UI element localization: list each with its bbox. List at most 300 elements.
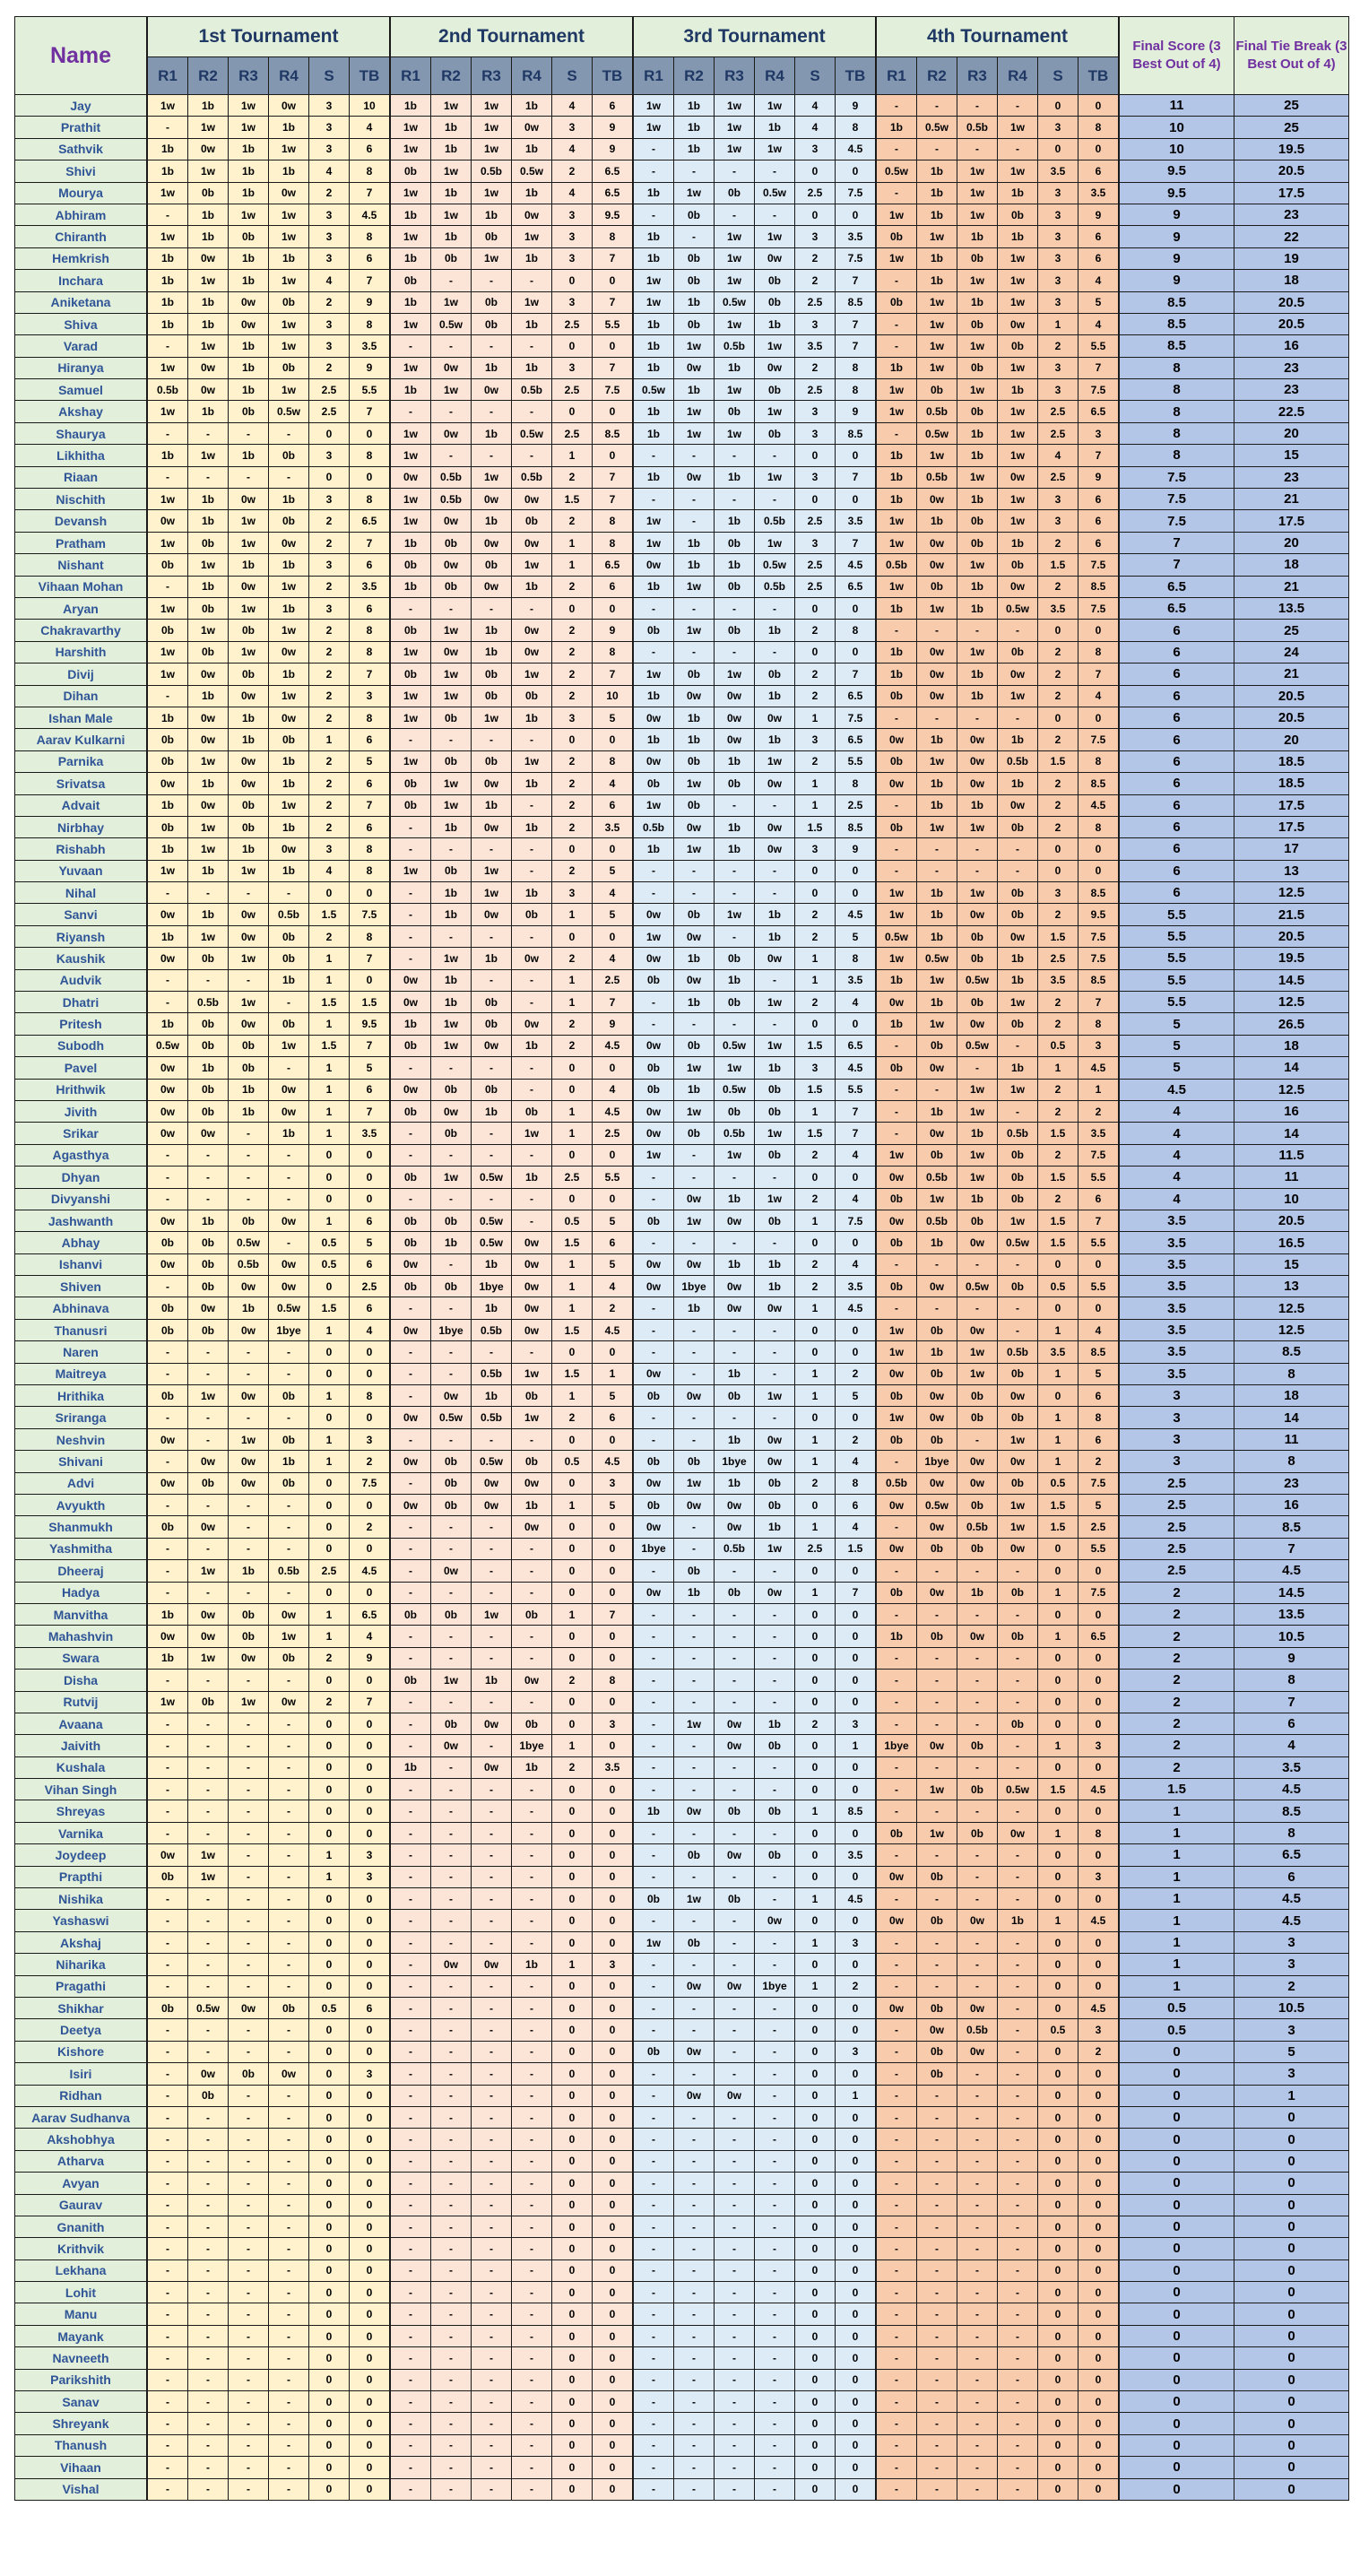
t2-score-cell: 0 xyxy=(552,2194,593,2216)
t1-r4-cell: - xyxy=(269,1363,309,1384)
t3-r1-cell: 0w xyxy=(633,1516,674,1538)
t3-r3-cell: - xyxy=(715,445,755,466)
t3-score-cell: 3 xyxy=(795,729,836,750)
t3-r2-cell: 0b xyxy=(674,664,715,685)
t1-r2-cell: 0w xyxy=(188,1626,229,1647)
t2-r4-cell: - xyxy=(512,2457,552,2478)
t1-r4-cell: 0b xyxy=(269,357,309,378)
t4-r1-cell: - xyxy=(876,138,917,160)
t1-r2-cell: 1w xyxy=(188,750,229,772)
t2-r1-cell: - xyxy=(390,904,431,925)
player-name: Ishanvi xyxy=(15,1253,148,1275)
table-row xyxy=(15,1253,1349,1275)
player-name: Thanush xyxy=(15,2434,148,2456)
tournament-3-header: 3rd Tournament xyxy=(633,17,876,57)
t3-r3-cell: 1b xyxy=(715,357,755,378)
t2-score-cell: 0 xyxy=(552,1472,593,1494)
t1-score-cell: 2 xyxy=(309,641,350,663)
t2-tb-header: TB xyxy=(593,57,634,95)
player-name: Maitreya xyxy=(15,1363,148,1384)
player-name: Pratham xyxy=(15,532,148,553)
t3-r2-cell: 0w xyxy=(674,466,715,488)
player-name: Kishore xyxy=(15,2041,148,2062)
t1-r3-cell: 1b xyxy=(229,357,269,378)
t3-r2-cell: 0w xyxy=(674,925,715,947)
player-name: Hiranya xyxy=(15,357,148,378)
final-score-cell: 2 xyxy=(1119,1626,1234,1647)
t1-r4-cell: 1b xyxy=(269,969,309,991)
t2-r1-cell: - xyxy=(390,1888,431,1910)
t1-score-cell: 0 xyxy=(309,1954,350,1975)
t3-r1-cell: - xyxy=(633,2457,674,2478)
t4-score-cell: 2 xyxy=(1038,1100,1078,1122)
t4-score-cell: 2.5 xyxy=(1038,422,1078,444)
table-row xyxy=(15,1582,1349,1603)
t3-r4-cell: 0w xyxy=(755,357,795,378)
t1-score-cell: 0 xyxy=(309,2041,350,2062)
t2-score-cell: 2 xyxy=(552,1013,593,1035)
t4-r1-cell: - xyxy=(876,2478,917,2500)
t4-r2-cell: 1w xyxy=(917,1188,957,1210)
final-score-cell: 1.5 xyxy=(1119,1779,1234,1800)
player-name: Lekhana xyxy=(15,2259,148,2281)
t2-score-cell: 2 xyxy=(552,1407,593,1428)
t2-score-cell: 2 xyxy=(552,816,593,837)
t1-r3-cell: 0b xyxy=(229,1035,269,1056)
t4-tiebreak-cell: 6 xyxy=(1078,226,1120,247)
t1-r1-cell: 1b xyxy=(147,270,188,291)
t1-tiebreak-cell: 8 xyxy=(350,838,391,860)
t4-r2-cell: 0b xyxy=(917,1626,957,1647)
t1-r3-cell: 0b xyxy=(229,401,269,422)
t2-r3-cell: 1b xyxy=(472,422,512,444)
final-score-cell: 0 xyxy=(1119,2413,1234,2434)
t4-r4-cell: - xyxy=(998,1888,1038,1910)
t2-r4-cell: - xyxy=(512,992,552,1013)
t2-r3-cell: - xyxy=(472,1800,512,1822)
table-row xyxy=(15,95,1349,117)
t1-score-cell: 1 xyxy=(309,1451,350,1472)
t2-tiebreak-cell: 0 xyxy=(593,1779,634,1800)
t2-r1-cell: - xyxy=(390,1910,431,1931)
t2-r3-cell: - xyxy=(472,1123,512,1144)
t3-r1-cell: - xyxy=(633,992,674,1013)
t2-r3-cell: - xyxy=(472,2303,512,2325)
t1-score-cell: 3 xyxy=(309,489,350,510)
t1-r1-cell: 0w xyxy=(147,1210,188,1231)
t2-r4-cell: - xyxy=(512,1560,552,1582)
table-row xyxy=(15,2347,1349,2369)
player-name: Samuel xyxy=(15,379,148,401)
t1-score-cell: 2.5 xyxy=(309,401,350,422)
t1-r4-cell: - xyxy=(269,1713,309,1734)
t1-r2-cell: 0b xyxy=(188,1035,229,1056)
t3-r3-cell: 1w xyxy=(715,138,755,160)
t2-score-cell: 1 xyxy=(552,969,593,991)
t2-score-cell: 0 xyxy=(552,1516,593,1538)
t1-r1-cell: 0w xyxy=(147,1079,188,1100)
t3-r4-cell: 1w xyxy=(755,138,795,160)
t3-r2-cell: 0w xyxy=(674,2085,715,2106)
t3-r2-cell: 0b xyxy=(674,270,715,291)
t4-r4-cell: 0b xyxy=(998,1188,1038,1210)
t1-r3-cell: 0w xyxy=(229,1319,269,1340)
t1-score-cell: 1 xyxy=(309,1844,350,1866)
t1-r3-cell: - xyxy=(229,2238,269,2259)
t4-r3-cell: - xyxy=(957,860,998,881)
t4-r3-cell: 0b xyxy=(957,313,998,334)
t3-tiebreak-cell: 0 xyxy=(836,1013,877,1035)
t4-tiebreak-cell: 0 xyxy=(1078,2238,1120,2259)
t2-r3-cell: - xyxy=(472,2369,512,2390)
table-row xyxy=(15,117,1349,138)
t2-r2-cell: - xyxy=(431,838,472,860)
t1-r4-cell: - xyxy=(269,2325,309,2346)
t4-r4-cell: - xyxy=(998,2369,1038,2390)
player-name: Atharva xyxy=(15,2150,148,2172)
t3-r1-cell: 0b xyxy=(633,2041,674,2062)
t3-r1-cell: - xyxy=(633,2282,674,2303)
t1-r3-cell: 0w xyxy=(229,291,269,313)
t2-r4-cell: 1b xyxy=(512,1167,552,1188)
t4-tiebreak-cell: 0 xyxy=(1078,2413,1120,2434)
t4-r4-cell: - xyxy=(998,1603,1038,1625)
t2-r3-cell: 1b xyxy=(472,1297,512,1319)
t2-r1-cell: 0w xyxy=(390,1495,431,1516)
t2-r4-cell: - xyxy=(512,860,552,881)
t3-tiebreak-cell: 0 xyxy=(836,597,877,619)
t3-tiebreak-cell: 4.5 xyxy=(836,904,877,925)
t4-tiebreak-cell: 0 xyxy=(1078,2085,1120,2106)
t4-r2-cell: 1b xyxy=(917,794,957,816)
player-name: Avyukth xyxy=(15,1495,148,1516)
t3-r3-cell: 1b xyxy=(715,750,755,772)
t2-score-cell: 3 xyxy=(552,117,593,138)
player-name: Avaana xyxy=(15,1713,148,1734)
table-row xyxy=(15,1297,1349,1319)
t1-r3-cell: - xyxy=(229,1167,269,1188)
t4-r2-cell: 0w xyxy=(917,1516,957,1538)
t1-r1-cell: 1b xyxy=(147,160,188,182)
t3-r3-cell: 1b xyxy=(715,1363,755,1384)
t2-r3-cell: - xyxy=(472,2085,512,2106)
t3-r3-cell: - xyxy=(715,1997,755,2018)
t4-r1-cell: 1b xyxy=(876,466,917,488)
t2-r3-cell: 1b xyxy=(472,794,512,816)
t4-r4-cell: - xyxy=(998,2085,1038,2106)
t2-r3-cell: 0.5w xyxy=(472,1167,512,1188)
t1-r3-cell: - xyxy=(229,1670,269,1691)
t4-score-cell: 0 xyxy=(1038,95,1078,117)
t1-r1-cell: 1b xyxy=(147,247,188,269)
t1-r4-cell: 1w xyxy=(269,270,309,291)
table-row xyxy=(15,904,1349,925)
t1-r1-cell: - xyxy=(147,2369,188,2390)
player-name: Disha xyxy=(15,1670,148,1691)
t3-score-cell: 1.5 xyxy=(795,1035,836,1056)
t1-r1-cell: - xyxy=(147,1822,188,1843)
t1-score-cell: 2 xyxy=(309,576,350,597)
t3-r4-cell: - xyxy=(755,969,795,991)
t2-r4-cell: 1b xyxy=(512,357,552,378)
t2-score-cell: 1.5 xyxy=(552,1232,593,1253)
t1-tiebreak-cell: 0 xyxy=(350,2282,391,2303)
t2-score-cell: 3 xyxy=(552,882,593,904)
t4-r2-cell: 0.5b xyxy=(917,1167,957,1188)
final-tiebreak-cell: 20.5 xyxy=(1234,685,1349,707)
t1-tiebreak-cell: 6.5 xyxy=(350,510,391,532)
t1-tiebreak-cell: 0 xyxy=(350,2106,391,2128)
t1-r2-cell: - xyxy=(188,2282,229,2303)
t2-tiebreak-cell: 6 xyxy=(593,1232,634,1253)
t3-r3-cell: 1w xyxy=(715,95,755,117)
t3-r1-cell: 1w xyxy=(633,794,674,816)
t4-r1-cell: - xyxy=(876,2391,917,2413)
t2-score-cell: 1 xyxy=(552,1276,593,1297)
t1-r1-cell: 1w xyxy=(147,489,188,510)
t2-r2-cell: 0b xyxy=(431,707,472,728)
t3-r2-cell: - xyxy=(674,641,715,663)
final-tiebreak-cell: 0 xyxy=(1234,2413,1349,2434)
t1-score-cell: 0 xyxy=(309,1276,350,1297)
t3-tiebreak-cell: 4.5 xyxy=(836,554,877,576)
t1-r4-cell: 1b xyxy=(269,117,309,138)
t3-r2-cell: - xyxy=(674,2413,715,2434)
t4-r4-cell: - xyxy=(998,1647,1038,1669)
t1-r4-cell: - xyxy=(269,1866,309,1887)
player-name: Prathit xyxy=(15,117,148,138)
t2-r4-cell: - xyxy=(512,2259,552,2281)
t3-tiebreak-cell: 4 xyxy=(836,992,877,1013)
t3-r1-cell: - xyxy=(633,2325,674,2346)
t4-r2-cell: 1w xyxy=(917,1779,957,1800)
t2-r2-cell: 1bye xyxy=(431,1319,472,1340)
table-row xyxy=(15,1385,1349,1407)
t1-r3-cell: 0b xyxy=(229,1057,269,1079)
t3-score-cell: 1 xyxy=(795,1428,836,1450)
t3-r4-cell: - xyxy=(755,1167,795,1188)
t1-r3-cell: - xyxy=(229,1866,269,1887)
t4-r3-cell: 0b xyxy=(957,1822,998,1843)
t4-r3-cell: 0w xyxy=(957,773,998,794)
t2-r4-cell: - xyxy=(512,1888,552,1910)
t2-r2-cell: 0.5w xyxy=(431,313,472,334)
t4-r1-cell: 0w xyxy=(876,729,917,750)
t2-r3-cell: 1b xyxy=(472,620,512,641)
t2-r1-cell: 0w xyxy=(390,1451,431,1472)
t4-r4-cell: 0b xyxy=(998,204,1038,225)
t4-score-cell: 1.5 xyxy=(1038,1232,1078,1253)
t4-r2-cell: - xyxy=(917,1603,957,1625)
t3-r1-cell: 0b xyxy=(633,969,674,991)
t1-r3-cell: 1w xyxy=(229,1691,269,1713)
t3-r2-cell: - xyxy=(674,2259,715,2281)
t3-tiebreak-cell: 4.5 xyxy=(836,1057,877,1079)
t2-r1-cell: - xyxy=(390,2063,431,2085)
t1-r4-cell: 1b xyxy=(269,750,309,772)
t2-score-cell: 3 xyxy=(552,226,593,247)
player-name: Shivani xyxy=(15,1451,148,1472)
t1-r1-cell: 0w xyxy=(147,1472,188,1494)
t2-r3-cell: 0w xyxy=(472,379,512,401)
t3-r1-cell: 0.5b xyxy=(633,816,674,837)
t4-tiebreak-cell: 1 xyxy=(1078,1079,1120,1100)
t3-tiebreak-cell: 8 xyxy=(836,117,877,138)
t2-r1-cell: 1b xyxy=(390,204,431,225)
table-row xyxy=(15,597,1349,619)
t4-r2-cell: - xyxy=(917,2391,957,2413)
table-row xyxy=(15,992,1349,1013)
table-row xyxy=(15,2478,1349,2500)
t2-tiebreak-cell: 0 xyxy=(593,1866,634,1887)
t2-score-cell: 0 xyxy=(552,1866,593,1887)
tournament-4-header: 4th Tournament xyxy=(876,17,1119,57)
player-name: Rutvij xyxy=(15,1691,148,1713)
t4-r2-cell: 1w xyxy=(917,969,957,991)
t4-score-cell: 0 xyxy=(1038,2347,1078,2369)
t3-tiebreak-cell: 0 xyxy=(836,2150,877,2172)
t2-score-cell: 0 xyxy=(552,1822,593,1843)
t3-r3-cell: 1b xyxy=(715,838,755,860)
t4-tiebreak-cell: 6 xyxy=(1078,489,1120,510)
t3-r4-cell: 0w xyxy=(755,247,795,269)
t4-tiebreak-cell: 0 xyxy=(1078,2478,1120,2500)
t4-tiebreak-cell: 7.5 xyxy=(1078,1582,1120,1603)
table-row xyxy=(15,1866,1349,1887)
t4-r4-cell: 1w xyxy=(998,685,1038,707)
t2-r4-cell: - xyxy=(512,2347,552,2369)
t2-r1-cell: - xyxy=(390,2303,431,2325)
t3-r3-cell: 0b xyxy=(715,1100,755,1122)
t3-r3-cell: 1w xyxy=(715,313,755,334)
final-tiebreak-cell: 0 xyxy=(1234,2457,1349,2478)
t4-r4-cell: - xyxy=(998,1997,1038,2018)
t2-r1-cell: - xyxy=(390,1428,431,1450)
t1-r2-cell: - xyxy=(188,2216,229,2237)
t2-score-cell: 2 xyxy=(552,948,593,969)
t3-score-cell: 0 xyxy=(795,597,836,619)
t3-score-cell: 1 xyxy=(795,794,836,816)
t4-r4-cell: - xyxy=(998,1560,1038,1582)
t4-r4-cell: 0b xyxy=(998,1626,1038,1647)
t4-r3-cell: - xyxy=(957,1844,998,1866)
t2-score-cell: 2 xyxy=(552,773,593,794)
t4-tiebreak-cell: 0 xyxy=(1078,860,1120,881)
t2-score-cell: 0 xyxy=(552,270,593,291)
t4-r4-cell: - xyxy=(998,2413,1038,2434)
t3-r1-cell: - xyxy=(633,1603,674,1625)
t3-score-cell: 2.5 xyxy=(795,291,836,313)
t1-r2-cell: - xyxy=(188,1888,229,1910)
t2-score-cell: 1 xyxy=(552,1123,593,1144)
t3-r4-cell: 1w xyxy=(755,466,795,488)
t3-score-cell: 2 xyxy=(795,1276,836,1297)
t4-r3-cell: 0b xyxy=(957,1538,998,1559)
final-score-cell: 0 xyxy=(1119,2391,1234,2413)
t1-r2-cell: 0w xyxy=(188,707,229,728)
t3-r2-cell: 1w xyxy=(674,182,715,204)
t4-r4-cell: - xyxy=(998,2216,1038,2237)
t3-r4-cell: - xyxy=(755,1670,795,1691)
t3-r4-cell: - xyxy=(755,2019,795,2041)
t2-r2-cell: 1w xyxy=(431,95,472,117)
t4-r3-cell: - xyxy=(957,2238,998,2259)
t2-tiebreak-cell: 0 xyxy=(593,1931,634,1953)
t1-r2-cell: - xyxy=(188,1582,229,1603)
t4-tiebreak-cell: 5 xyxy=(1078,1495,1120,1516)
t4-r2-cell: 1b xyxy=(917,510,957,532)
t2-score-cell: 1.5 xyxy=(552,1319,593,1340)
t4-r2-cell: - xyxy=(917,1931,957,1953)
t1-r1-cell: 0b xyxy=(147,750,188,772)
t3-r2-cell: - xyxy=(674,510,715,532)
t2-r4-cell: - xyxy=(512,838,552,860)
t1-r1-cell: 1b xyxy=(147,445,188,466)
t4-r1-cell: - xyxy=(876,2434,917,2456)
t2-r4-cell: - xyxy=(512,729,552,750)
t4-r1-cell: - xyxy=(876,1516,917,1538)
t3-tiebreak-cell: 7.5 xyxy=(836,182,877,204)
t3-r2-cell: 1w xyxy=(674,422,715,444)
t1-r1-cell: - xyxy=(147,1670,188,1691)
t3-tiebreak-cell: 0 xyxy=(836,2106,877,2128)
t3-tiebreak-cell: 0 xyxy=(836,1691,877,1713)
t3-tiebreak-cell: 3 xyxy=(836,1931,877,1953)
t3-r4-cell: - xyxy=(755,2150,795,2172)
t1-tiebreak-cell: 6 xyxy=(350,138,391,160)
t3-r2-cell: - xyxy=(674,1954,715,1975)
table-row xyxy=(15,270,1349,291)
t2-r1-cell: - xyxy=(390,1713,431,1734)
t2-score-cell: 0 xyxy=(552,1079,593,1100)
t4-r4-cell: 0b xyxy=(998,554,1038,576)
t1-r1-cell: - xyxy=(147,2085,188,2106)
t4-r2-cell: 0b xyxy=(917,1910,957,1931)
final-score-cell: 4 xyxy=(1119,1167,1234,1188)
t3-r3-cell: 0.5w xyxy=(715,1079,755,1100)
t3-score-cell: 0 xyxy=(795,1603,836,1625)
t1-r1-cell: 0w xyxy=(147,510,188,532)
t3-r2-cell: 0b xyxy=(674,1560,715,1582)
final-score-cell: 3.5 xyxy=(1119,1319,1234,1340)
t3-r1-cell: 0b xyxy=(633,773,674,794)
t1-r3-cell: 1w xyxy=(229,204,269,225)
t4-r2-cell: 1b xyxy=(917,729,957,750)
t3-r3-cell: 0w xyxy=(715,1975,755,1997)
t2-r4-cell: 0.5b xyxy=(512,379,552,401)
t3-r4-cell: - xyxy=(755,2216,795,2237)
t1-score-cell: 1 xyxy=(309,1013,350,1035)
t3-r4-cell: - xyxy=(755,1341,795,1363)
t2-tiebreak-cell: 4.5 xyxy=(593,1100,634,1122)
t3-tiebreak-cell: 0 xyxy=(836,2194,877,2216)
t2-tiebreak-cell: 7 xyxy=(593,1603,634,1625)
t3-r1-cell: 1b xyxy=(633,838,674,860)
t3-tiebreak-cell: 0 xyxy=(836,1626,877,1647)
t1-tiebreak-cell: 6 xyxy=(350,1079,391,1100)
t4-r3-cell: 1b xyxy=(957,291,998,313)
t2-r4-cell: - xyxy=(512,2434,552,2456)
final-tiebreak-cell: 11 xyxy=(1234,1428,1349,1450)
t2-r2-cell: 0b xyxy=(431,1123,472,1144)
t1-r2-cell: 1b xyxy=(188,291,229,313)
t4-r1-cell: 1b xyxy=(876,445,917,466)
t4-tiebreak-cell: 0 xyxy=(1078,1297,1120,1319)
t4-r1-cell: - xyxy=(876,1035,917,1056)
t4-score-cell: 3 xyxy=(1038,882,1078,904)
t3-r2-cell: - xyxy=(674,2173,715,2194)
t4-r2-cell: - xyxy=(917,2282,957,2303)
